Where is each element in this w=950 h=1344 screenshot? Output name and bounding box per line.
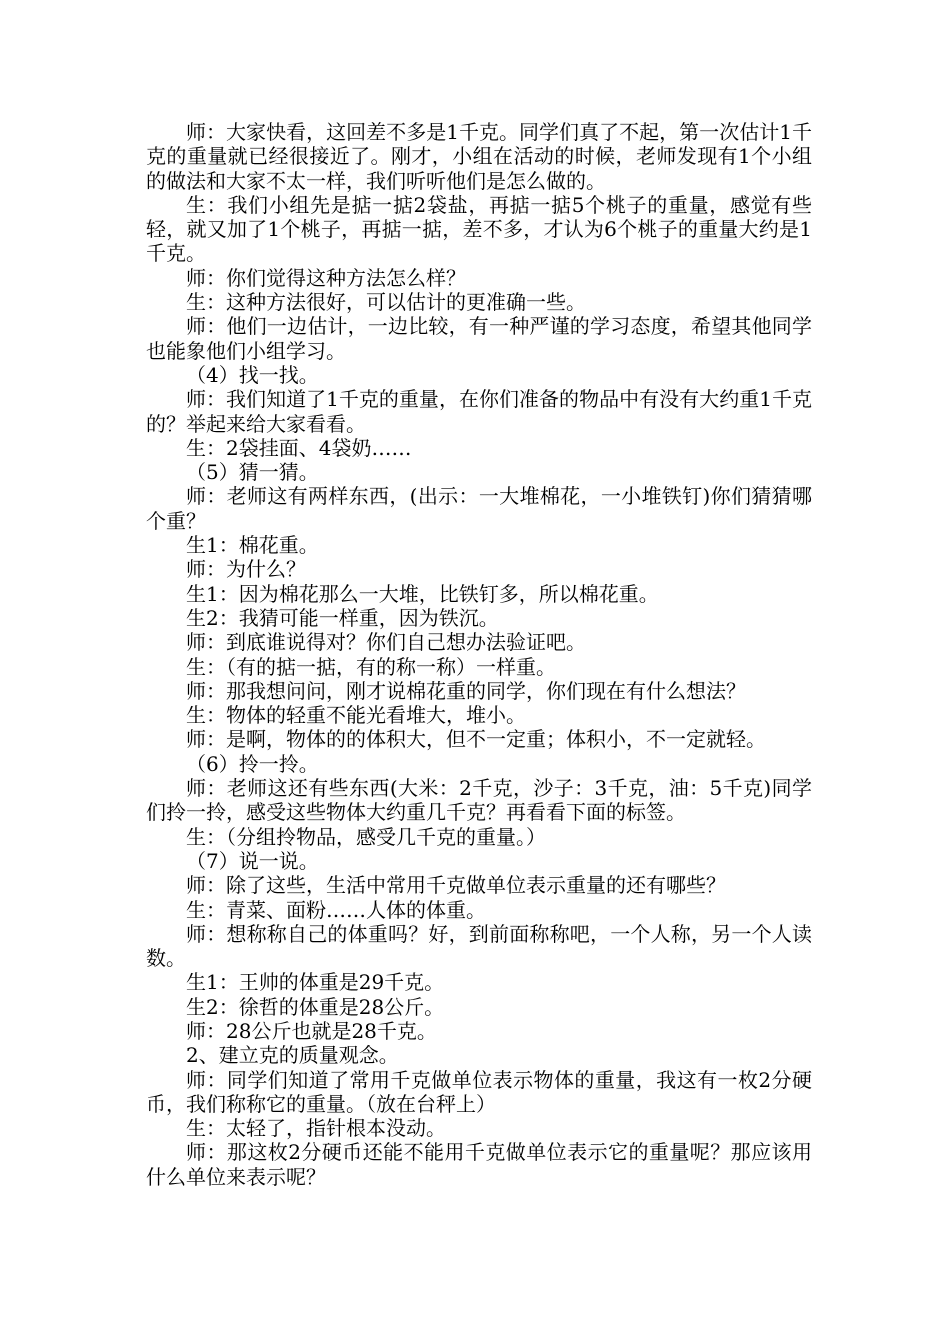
paragraph: 生2：徐哲的体重是28公斤。: [186, 994, 445, 1019]
section-heading: （7）说一说。: [186, 848, 319, 873]
paragraph: 生：物体的轻重不能光看堆大，堆小。: [186, 703, 526, 728]
paragraph: 师：老师这还有些东西(大米：2千克，沙子：3千克，油：5千克)同学们拎一拎，感受这些物体大约重几千克？再看看下面的标签。: [146, 776, 812, 825]
paragraph: 生：这种方法很好，可以估计的更准确一些。: [186, 290, 586, 315]
paragraph: 生1：王帅的体重是29千克。: [186, 970, 445, 995]
paragraph: 生1：棉花重。: [186, 533, 319, 558]
paragraph: 师：想称称自己的体重吗？好，到前面称称吧，一个人称，另一个人读数。: [146, 921, 812, 971]
section-heading: （5）猜一猜。: [186, 460, 319, 485]
section-heading: （4）找一找。: [186, 362, 319, 387]
paragraph: 师：到底谁说得对？你们自己想办法验证吧。: [186, 630, 586, 655]
paragraph: 师：为什么？: [186, 557, 306, 582]
paragraph: 师：你们觉得这种方法怎么样？: [186, 265, 466, 290]
paragraph: 生：2袋挂面、4袋奶……: [186, 435, 412, 460]
paragraph: 师：那这枚2分硬币还能不能用千克做单位表示它的重量呢？那应该用什么单位来表示呢？: [146, 1140, 812, 1189]
paragraph: 师：同学们知道了常用千克做单位表示物体的重量，我这有一枚2分硬币，我们称称它的重量。（放在台秤上）: [146, 1067, 812, 1116]
paragraph: 师：他们一边估计，一边比较，有一种严谨的学习态度，希望其他同学也能象他们小组学习。: [146, 314, 812, 363]
section-heading: （6）拎一拎。: [186, 751, 319, 776]
paragraph: 师：除了这些，生活中常用千克做单位表示重量的还有哪些？: [186, 873, 726, 898]
paragraph: 师：那我想问问，刚才说棉花重的同学，你们现在有什么想法？: [186, 678, 746, 703]
document-body: [146, 120, 812, 1189]
paragraph: 生：太轻了，指针根本没动。: [186, 1116, 446, 1141]
paragraph: 师：大家快看，这回差不多是1千克。同学们真了不起，第一次估计1千克的重量就已经很接近了。刚才，小组在活动的时候，老师发现有1个小组的做法和大家不太一样，我们听听他们是怎么做的。: [146, 120, 812, 193]
paragraph: 生1：因为棉花那么一大堆，比铁钉多，所以棉花重。: [186, 581, 659, 606]
paragraph: 师：我们知道了1千克的重量，在你们准备的物品中有没有大约重1千克的？举起来给大家看看。: [146, 387, 812, 436]
paragraph: 生：（有的掂一掂，有的称一称）一样重。: [186, 654, 556, 679]
paragraph: 师：28公斤也就是28千克。: [186, 1018, 437, 1043]
paragraph: 师：是啊，物体的的体积大，但不一定重；体积小，不一定就轻。: [186, 727, 766, 752]
section-heading: 2、建立克的质量观念。: [186, 1043, 399, 1068]
paragraph: 生：青菜、面粉……人体的体重。: [186, 897, 486, 922]
paragraph: 生：我们小组先是掂一掂2袋盐，再掂一掂5个桃子的重量，感觉有些轻，就又加了1个桃子，再掂一掂，差不多，才认为6个桃子的重量大约是1千克。: [146, 192, 812, 266]
paragraph: 生2：我猜可能一样重，因为铁沉。: [186, 605, 499, 630]
paragraph: 生：（分组拎物品，感受几千克的重量。）: [186, 824, 546, 849]
paragraph: 师：老师这有两样东西，(出示：一大堆棉花，一小堆铁钉)你们猜猜哪个重？: [146, 484, 812, 533]
